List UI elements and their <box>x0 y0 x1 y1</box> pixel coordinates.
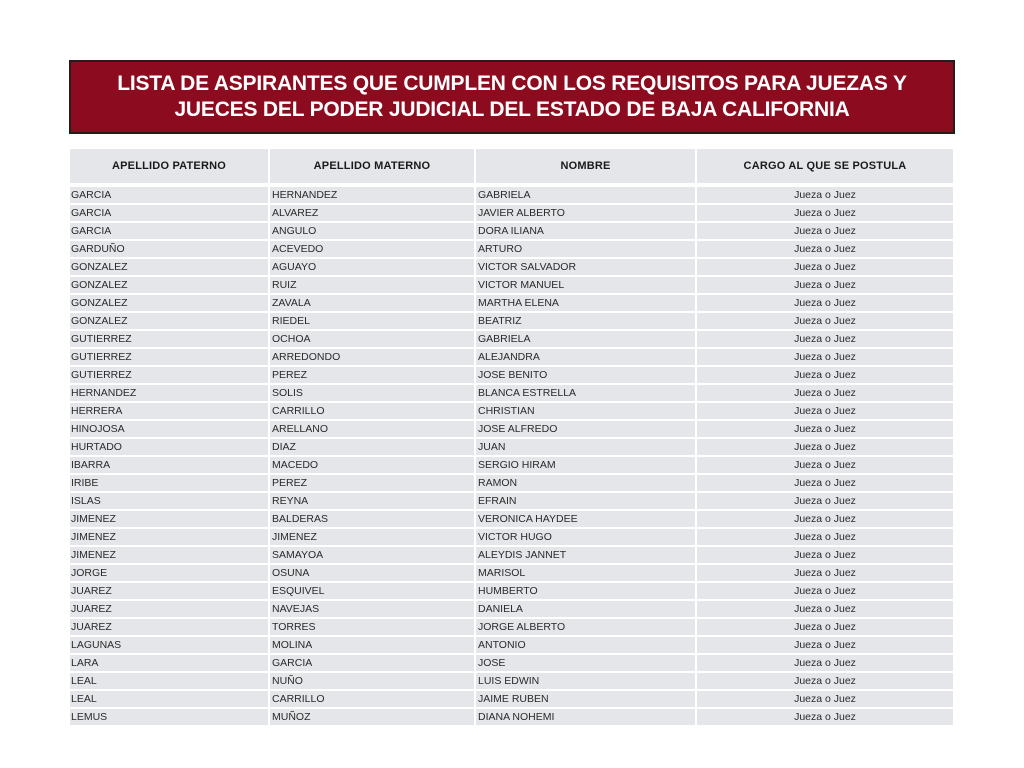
table-row <box>70 239 953 257</box>
cell-nombre: DIANA NOHEMI <box>476 709 697 725</box>
table-row <box>70 293 953 311</box>
cell-cargo: Jueza o Juez <box>697 295 953 311</box>
cell-apellido-materno: MACEDO <box>270 457 476 473</box>
table-row <box>70 347 953 365</box>
cell-nombre: GABRIELA <box>476 331 697 347</box>
cell-nombre: ANTONIO <box>476 637 697 653</box>
cell-apellido-materno: CARRILLO <box>270 691 476 707</box>
cell-cargo: Jueza o Juez <box>697 421 953 437</box>
cell-nombre: JOSE <box>476 655 697 671</box>
cell-cargo: Jueza o Juez <box>697 709 953 725</box>
cell-apellido-materno: ACEVEDO <box>270 241 476 257</box>
cell-apellido-materno: CARRILLO <box>270 403 476 419</box>
table-row <box>70 545 953 563</box>
cell-nombre: SERGIO HIRAM <box>476 457 697 473</box>
cell-cargo: Jueza o Juez <box>697 655 953 671</box>
cell-apellido-materno: OCHOA <box>270 331 476 347</box>
cell-apellido-paterno: JUAREZ <box>70 583 270 599</box>
cell-nombre: EFRAIN <box>476 493 697 509</box>
table-row <box>70 401 953 419</box>
cell-nombre: JOSE ALFREDO <box>476 421 697 437</box>
cell-apellido-paterno: HINOJOSA <box>70 421 270 437</box>
table-row <box>70 329 953 347</box>
cell-cargo: Jueza o Juez <box>697 277 953 293</box>
cell-apellido-paterno: GARDUÑO <box>70 241 270 257</box>
cell-apellido-materno: RUIZ <box>270 277 476 293</box>
cell-nombre: CHRISTIAN <box>476 403 697 419</box>
applicants-table <box>70 149 953 725</box>
cell-apellido-materno: DIAZ <box>270 439 476 455</box>
table-row <box>70 491 953 509</box>
cell-cargo: Jueza o Juez <box>697 223 953 239</box>
table-row <box>70 653 953 671</box>
header-apellido-paterno: APELLIDO PATERNO <box>70 149 270 183</box>
cell-cargo: Jueza o Juez <box>697 439 953 455</box>
cell-cargo: Jueza o Juez <box>697 565 953 581</box>
table-row <box>70 581 953 599</box>
cell-apellido-materno: ESQUIVEL <box>270 583 476 599</box>
table-row <box>70 311 953 329</box>
cell-apellido-paterno: GONZALEZ <box>70 295 270 311</box>
cell-apellido-paterno: GONZALEZ <box>70 313 270 329</box>
cell-apellido-materno: REYNA <box>270 493 476 509</box>
table-body <box>70 185 953 725</box>
cell-nombre: JUAN <box>476 439 697 455</box>
cell-cargo: Jueza o Juez <box>697 583 953 599</box>
table-row <box>70 437 953 455</box>
cell-nombre: GABRIELA <box>476 187 697 203</box>
cell-cargo: Jueza o Juez <box>697 403 953 419</box>
table-row <box>70 221 953 239</box>
cell-apellido-materno: SOLIS <box>270 385 476 401</box>
cell-nombre: JORGE ALBERTO <box>476 619 697 635</box>
table-row <box>70 509 953 527</box>
title-banner <box>69 60 955 134</box>
cell-cargo: Jueza o Juez <box>697 637 953 653</box>
cell-apellido-materno: ARELLANO <box>270 421 476 437</box>
cell-nombre: VICTOR MANUEL <box>476 277 697 293</box>
cell-cargo: Jueza o Juez <box>697 367 953 383</box>
cell-cargo: Jueza o Juez <box>697 349 953 365</box>
cell-apellido-materno: ZAVALA <box>270 295 476 311</box>
cell-apellido-paterno: GONZALEZ <box>70 259 270 275</box>
table-row <box>70 707 953 725</box>
cell-nombre: ARTURO <box>476 241 697 257</box>
table-header <box>70 149 953 183</box>
cell-cargo: Jueza o Juez <box>697 331 953 347</box>
header-nombre: NOMBRE <box>476 149 697 183</box>
cell-nombre: ALEJANDRA <box>476 349 697 365</box>
cell-apellido-materno: NAVEJAS <box>270 601 476 617</box>
cell-nombre: MARISOL <box>476 565 697 581</box>
cell-apellido-paterno: JUAREZ <box>70 619 270 635</box>
table-row <box>70 599 953 617</box>
cell-apellido-paterno: IBARRA <box>70 457 270 473</box>
cell-apellido-materno: JIMENEZ <box>270 529 476 545</box>
cell-apellido-paterno: LARA <box>70 655 270 671</box>
cell-nombre: BEATRIZ <box>476 313 697 329</box>
table-row <box>70 689 953 707</box>
table-row <box>70 671 953 689</box>
cell-cargo: Jueza o Juez <box>697 493 953 509</box>
cell-apellido-paterno: GONZALEZ <box>70 277 270 293</box>
cell-cargo: Jueza o Juez <box>697 529 953 545</box>
table-row <box>70 185 953 203</box>
table-row <box>70 473 953 491</box>
cell-cargo: Jueza o Juez <box>697 187 953 203</box>
cell-cargo: Jueza o Juez <box>697 205 953 221</box>
cell-cargo: Jueza o Juez <box>697 601 953 617</box>
cell-apellido-paterno: GARCIA <box>70 223 270 239</box>
cell-apellido-materno: BALDERAS <box>270 511 476 527</box>
table-row <box>70 383 953 401</box>
cell-nombre: JAVIER ALBERTO <box>476 205 697 221</box>
cell-apellido-paterno: GUTIERREZ <box>70 331 270 347</box>
header-cargo: CARGO AL QUE SE POSTULA <box>697 149 953 183</box>
cell-apellido-materno: SAMAYOA <box>270 547 476 563</box>
table-row <box>70 455 953 473</box>
cell-nombre: LUIS EDWIN <box>476 673 697 689</box>
page-title: LISTA DE ASPIRANTES QUE CUMPLEN CON LOS REQUISITOS PARA JUEZAS Y JUECES DEL PODER JUDICIAL DEL ESTADO DE BAJA CALIFORNIA <box>117 72 907 121</box>
cell-nombre: MARTHA ELENA <box>476 295 697 311</box>
cell-nombre: DORA ILIANA <box>476 223 697 239</box>
cell-apellido-paterno: LAGUNAS <box>70 637 270 653</box>
cell-apellido-paterno: ISLAS <box>70 493 270 509</box>
cell-apellido-paterno: JIMENEZ <box>70 547 270 563</box>
cell-apellido-paterno: LEAL <box>70 691 270 707</box>
cell-apellido-materno: GARCIA <box>270 655 476 671</box>
cell-apellido-paterno: GUTIERREZ <box>70 367 270 383</box>
cell-cargo: Jueza o Juez <box>697 547 953 563</box>
cell-nombre: BLANCA ESTRELLA <box>476 385 697 401</box>
cell-apellido-materno: ARREDONDO <box>270 349 476 365</box>
cell-cargo: Jueza o Juez <box>697 475 953 491</box>
cell-cargo: Jueza o Juez <box>697 673 953 689</box>
cell-apellido-paterno: HERNANDEZ <box>70 385 270 401</box>
table-row <box>70 635 953 653</box>
cell-cargo: Jueza o Juez <box>697 619 953 635</box>
table-row <box>70 275 953 293</box>
cell-apellido-paterno: JORGE <box>70 565 270 581</box>
cell-apellido-materno: MOLINA <box>270 637 476 653</box>
table-row <box>70 257 953 275</box>
cell-apellido-paterno: HERRERA <box>70 403 270 419</box>
cell-apellido-paterno: GUTIERREZ <box>70 349 270 365</box>
cell-cargo: Jueza o Juez <box>697 511 953 527</box>
cell-apellido-paterno: IRIBE <box>70 475 270 491</box>
cell-cargo: Jueza o Juez <box>697 241 953 257</box>
cell-apellido-paterno: LEAL <box>70 673 270 689</box>
cell-nombre: JOSE BENITO <box>476 367 697 383</box>
cell-apellido-paterno: HURTADO <box>70 439 270 455</box>
cell-nombre: VICTOR HUGO <box>476 529 697 545</box>
cell-apellido-materno: MUÑOZ <box>270 709 476 725</box>
cell-apellido-materno: PEREZ <box>270 475 476 491</box>
table-row <box>70 563 953 581</box>
cell-cargo: Jueza o Juez <box>697 691 953 707</box>
header-apellido-materno: APELLIDO MATERNO <box>270 149 476 183</box>
cell-apellido-materno: RIEDEL <box>270 313 476 329</box>
cell-apellido-materno: PEREZ <box>270 367 476 383</box>
cell-apellido-materno: TORRES <box>270 619 476 635</box>
cell-apellido-paterno: JIMENEZ <box>70 511 270 527</box>
cell-nombre: HUMBERTO <box>476 583 697 599</box>
cell-cargo: Jueza o Juez <box>697 313 953 329</box>
cell-nombre: RAMON <box>476 475 697 491</box>
cell-apellido-materno: ALVAREZ <box>270 205 476 221</box>
cell-apellido-paterno: GARCIA <box>70 205 270 221</box>
cell-cargo: Jueza o Juez <box>697 259 953 275</box>
cell-apellido-materno: NUÑO <box>270 673 476 689</box>
table-row <box>70 419 953 437</box>
cell-apellido-materno: HERNANDEZ <box>270 187 476 203</box>
table-row <box>70 527 953 545</box>
cell-nombre: DANIELA <box>476 601 697 617</box>
cell-nombre: ALEYDIS JANNET <box>476 547 697 563</box>
cell-apellido-paterno: JUAREZ <box>70 601 270 617</box>
cell-apellido-paterno: GARCIA <box>70 187 270 203</box>
cell-apellido-paterno: JIMENEZ <box>70 529 270 545</box>
table-row <box>70 365 953 383</box>
cell-apellido-materno: OSUNA <box>270 565 476 581</box>
cell-cargo: Jueza o Juez <box>697 385 953 401</box>
cell-nombre: VICTOR SALVADOR <box>476 259 697 275</box>
cell-apellido-materno: ANGULO <box>270 223 476 239</box>
cell-nombre: JAIME RUBEN <box>476 691 697 707</box>
table-row <box>70 617 953 635</box>
cell-apellido-materno: AGUAYO <box>270 259 476 275</box>
cell-cargo: Jueza o Juez <box>697 457 953 473</box>
table-row <box>70 203 953 221</box>
cell-apellido-paterno: LEMUS <box>70 709 270 725</box>
cell-nombre: VERONICA HAYDEE <box>476 511 697 527</box>
